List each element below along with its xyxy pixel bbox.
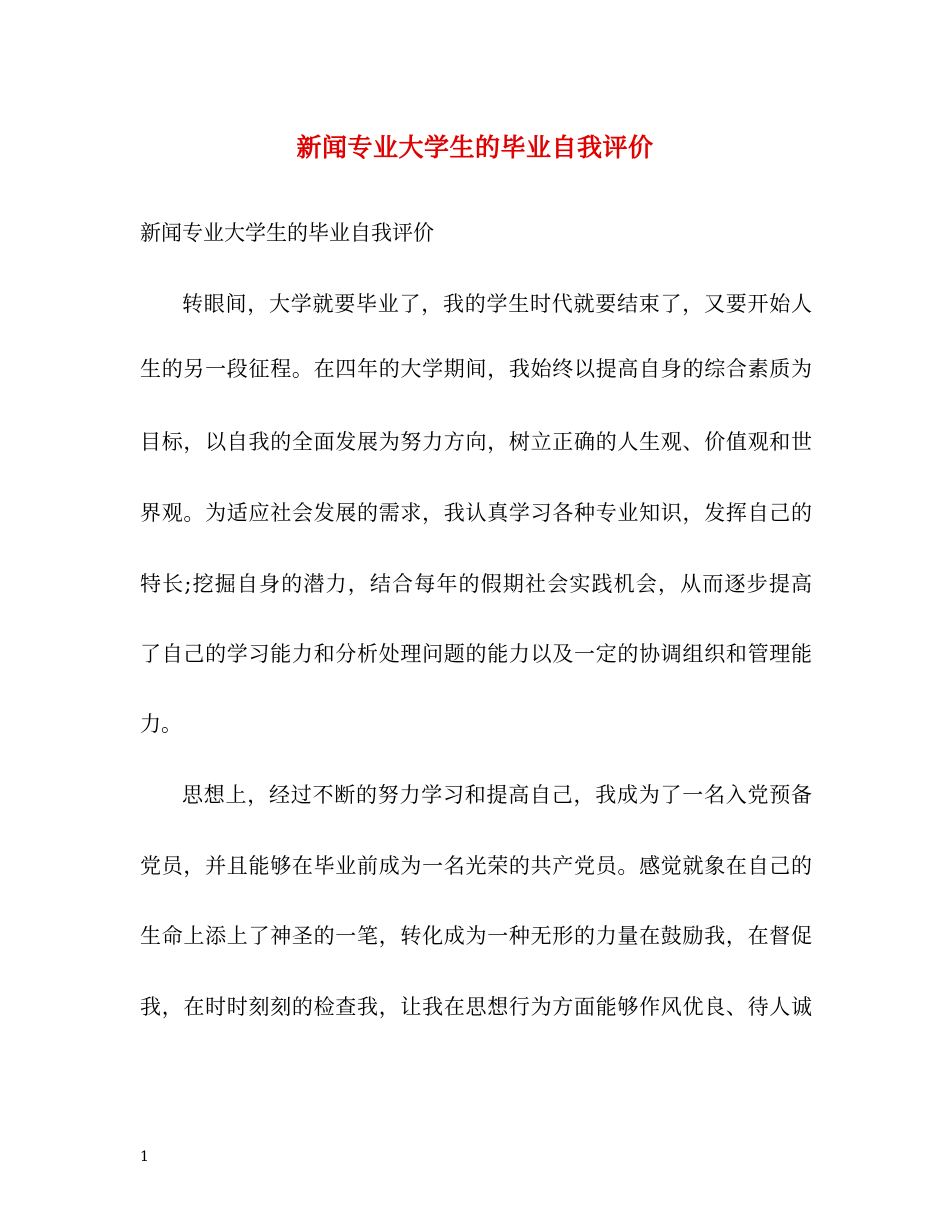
paragraph-1-line-6: 了自己的学习能力和分析处理问题的能力以及一定的协调组织和管理能 xyxy=(140,642,812,666)
paragraph-2-line-1: 思想上，经过不断的努力学习和提高自己，我成为了一名入党预备 xyxy=(182,783,812,807)
page-number: 1 xyxy=(140,1149,149,1165)
paragraph-2-line-4: 我，在时时刻刻的检查我，让我在思想行为方面能够作风优良、待人诚 xyxy=(140,995,812,1019)
document-title: 新闻专业大学生的毕业自我评价 xyxy=(296,133,654,162)
paragraph-2-line-3: 生命上添上了神圣的一笔，转化成为一种无形的力量在鼓励我，在督促 xyxy=(140,924,812,948)
paragraph-2-line-2: 党员，并且能够在毕业前成为一名光荣的共产党员。感觉就象在自己的 xyxy=(140,854,812,878)
paragraph-1-line-3: 目标，以自我的全面发展为努力方向，树立正确的人生观、价值观和世 xyxy=(140,430,812,454)
paragraph-1-line-4: 界观。为适应社会发展的需求，我认真学习各种专业知识，发挥自己的 xyxy=(140,501,812,525)
paragraph-1-line-2: 生的另一段征程。在四年的大学期间，我始终以提高自身的综合素质为 xyxy=(140,357,812,381)
paragraph-1-line-5: 特长;挖掘自身的潜力，结合每年的假期社会实践机会，从而逐步提高 xyxy=(140,572,812,596)
paragraph-1-line-1: 转眼间，大学就要毕业了，我的学生时代就要结束了，又要开始人 xyxy=(182,292,812,316)
paragraph-1-line-7: 力。 xyxy=(140,712,182,736)
document-subtitle: 新闻专业大学生的毕业自我评价 xyxy=(140,221,434,245)
